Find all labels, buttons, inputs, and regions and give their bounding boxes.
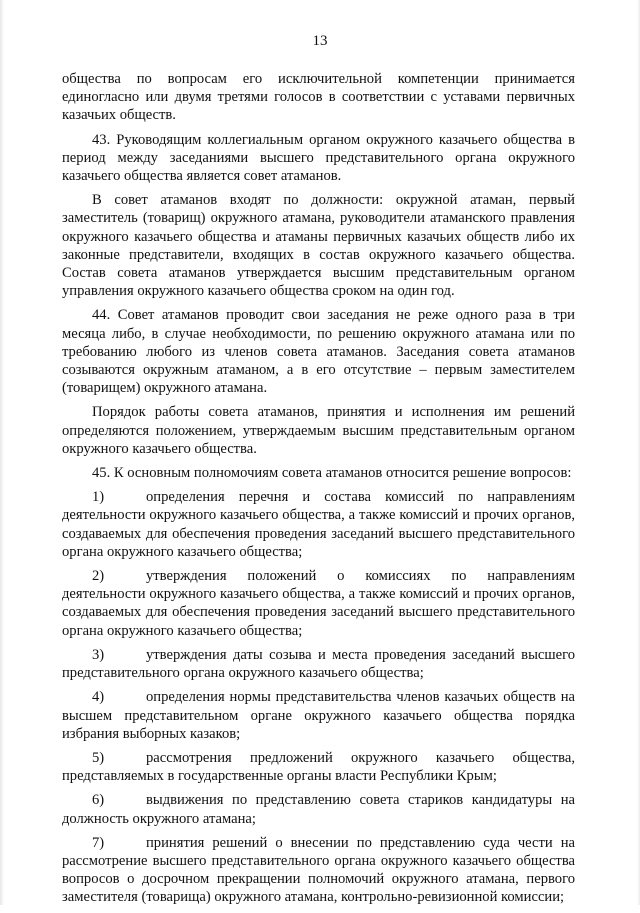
page-number: 13: [312, 33, 328, 49]
list-item: [62, 488, 575, 561]
list-item-text: выдвижения по представлению совета стариков кандидатуры на должность окружного атамана;: [62, 792, 575, 827]
paragraph: общества по вопросам его исключительной компетенции принимается единогласно или двумя третями голосов в соответствии с уставами первичных казачьих обществ.: [62, 71, 575, 124]
list-item-text: принятия решений о внесении по представлению суда чести на рассмотрение высшего представительного органа окружного казачьего общества вопросов о досрочном прекращении полномочий окружного атамана, первого заместителя (товарища) окружного атамана, контрольно-ревизионной комиссии;: [62, 834, 575, 906]
list-item-text: определения перечня и состава комиссий по направлениям деятельности окружного казачьего общества, а также комиссий и прочих органов, создаваемых для обеспечения проведения заседаний высшего представительного органа окружного казачьего общества;: [62, 489, 575, 560]
list-item-text: рассмотрения предложений окружного казачьего общества, представляемых в государственные органы власти Республики Крым;: [62, 749, 575, 785]
list-item-number: 2): [92, 568, 105, 585]
paragraph: 44. Совет атаманов проводит свои заседания не реже одного раза в три месяца либо, в случае необходимости, по решению окружного атамана или по требованию любого из членов совета атаманов. Заседания совета атаманов созываются окружным атаманом, а в его отсутствие – первым заместителем (товарищем) окружного атамана.: [62, 307, 575, 397]
document-body: [62, 70, 575, 913]
list-item-text: утверждения даты созыва и места проведения заседаний высшего представительного органа окружного казачьего общества;: [62, 646, 575, 682]
list-item: [62, 646, 575, 682]
list-item-text: утверждения положений о комиссиях по направлениям деятельности окружного казачьего общества, а также комиссий и прочих органов, создаваемых для обеспечения проведения заседаний высшего представительного органа окружного казачьего общества;: [62, 568, 575, 639]
paragraph: Порядок работы совета атаманов, принятия и исполнения им решений определяются положением, утверждаемым высшим представительным органом окружного казачьего общества.: [62, 404, 575, 457]
list-item-text: определения нормы представительства членов казачьих обществ на высшем представительном органе окружного казачьего общества порядка избрания выборных казаков;: [62, 689, 575, 742]
list-item-number: 4): [92, 689, 105, 706]
paragraph: 43. Руководящим коллегиальным органом окружного казачьего общества в период между заседаниями высшего представительного органа окружного казачьего общества является совет атаманов.: [62, 131, 575, 185]
list-item: [62, 749, 575, 785]
list-item: [62, 688, 575, 743]
list-item-number: 1): [92, 489, 105, 506]
list-item-number: 3): [92, 646, 105, 663]
paragraph: В совет атаманов входят по должности: окружной атаман, первый заместитель (товарищ) окружного атамана, руководители атаманского правления окружного казачьего общества и атаманы первичных казачьих обществ либо их законные представители, входящих в состав окружного казачьего общества. Состав совета атаманов утверждается высшим представительным органом управления окружного казачьего общества сроком на один год.: [62, 192, 575, 300]
list-item-number: 7): [92, 834, 105, 851]
list-item: [62, 567, 575, 640]
list-item-number: 6): [92, 792, 105, 809]
paragraph: 45. К основным полномочиям совета атаманов относится решение вопросов:: [92, 465, 572, 482]
scan-edge-left: [0, 0, 4, 905]
list-item: [62, 791, 575, 827]
list-item-number: 5): [92, 749, 105, 766]
list-item: [62, 834, 575, 907]
